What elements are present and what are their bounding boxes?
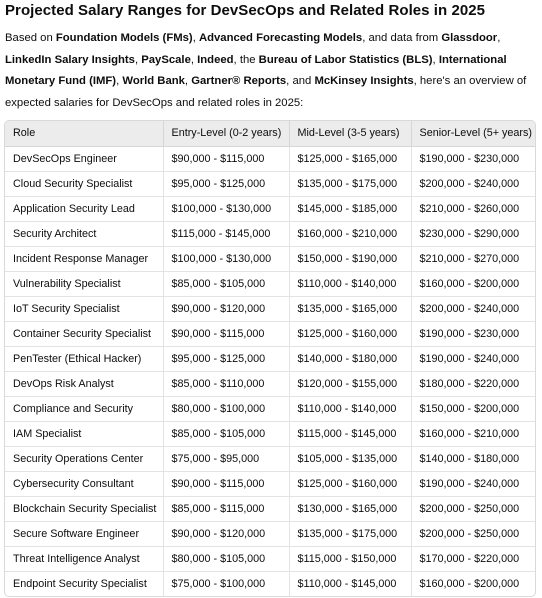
table-row (5, 496, 535, 521)
cell-mid-level: $145,000 - $185,000 (289, 196, 411, 221)
table-row (5, 171, 535, 196)
cell-senior-level: $190,000 - $240,000 (411, 346, 535, 371)
salary-table (5, 121, 535, 596)
cell-senior-level: $230,000 - $290,000 (411, 221, 535, 246)
cell-senior-level: $140,000 - $180,000 (411, 446, 535, 471)
cell-mid-level: $110,000 - $140,000 (289, 271, 411, 296)
intro-source-imf: International Monetary Fund (IMF) (5, 53, 507, 88)
cell-role: Security Operations Center (5, 446, 163, 471)
cell-mid-level: $150,000 - $190,000 (289, 246, 411, 271)
cell-senior-level: $190,000 - $230,000 (411, 321, 535, 346)
intro-text: , (116, 75, 123, 88)
cell-role: Incident Response Manager (5, 246, 163, 271)
cell-role: Secure Software Engineer (5, 521, 163, 546)
intro-source-bls: Bureau of Labor Statistics (BLS) (258, 53, 433, 66)
header-entry-level: Entry-Level (0-2 years) (163, 121, 289, 147)
intro-source-gartner: Gartner® Reports (191, 75, 287, 88)
cell-mid-level: $135,000 - $165,000 (289, 296, 411, 321)
intro-source-glassdoor: Glassdoor (441, 32, 498, 44)
intro-source-payscale: PayScale (141, 53, 191, 66)
intro-text: , and (286, 75, 315, 88)
cell-senior-level: $210,000 - $260,000 (411, 196, 535, 221)
cell-senior-level: $200,000 - $250,000 (411, 496, 535, 521)
cell-entry-level: $85,000 - $105,000 (163, 421, 289, 446)
cell-entry-level: $90,000 - $115,000 (163, 146, 289, 171)
cell-role: DevSecOps Engineer (5, 146, 163, 171)
cell-entry-level: $85,000 - $105,000 (163, 271, 289, 296)
cell-entry-level: $90,000 - $115,000 (163, 471, 289, 496)
cell-mid-level: $135,000 - $175,000 (289, 171, 411, 196)
cell-role: Security Architect (5, 221, 163, 246)
table-row (5, 546, 535, 571)
table-row (5, 296, 535, 321)
cell-mid-level: $130,000 - $165,000 (289, 496, 411, 521)
salary-table-header (5, 121, 535, 147)
table-row (5, 146, 535, 171)
cell-entry-level: $85,000 - $110,000 (163, 371, 289, 396)
intro-paragraph (5, 28, 538, 115)
cell-role: DevOps Risk Analyst (5, 371, 163, 396)
table-row (5, 521, 535, 546)
intro-text: , (184, 75, 192, 88)
cell-role: Container Security Specialist (5, 321, 163, 346)
cell-role: Endpoint Security Specialist (5, 571, 163, 596)
cell-senior-level: $190,000 - $230,000 (411, 146, 535, 171)
cell-role: IAM Specialist (5, 421, 163, 446)
cell-mid-level: $125,000 - $165,000 (289, 146, 411, 171)
intro-text: , (134, 53, 142, 66)
cell-role: Vulnerability Specialist (5, 271, 163, 296)
cell-role: PenTester (Ethical Hacker) (5, 346, 163, 371)
intro-text: , and data from (362, 32, 442, 44)
cell-senior-level: $150,000 - $200,000 (411, 396, 535, 421)
cell-entry-level: $85,000 - $115,000 (163, 496, 289, 521)
intro-text: , the (233, 53, 259, 66)
cell-entry-level: $90,000 - $120,000 (163, 521, 289, 546)
intro-source-forecasting: Advanced Forecasting Models (198, 32, 363, 44)
header-senior-level: Senior-Level (5+ years) (411, 121, 535, 147)
table-row (5, 421, 535, 446)
cell-mid-level: $125,000 - $160,000 (289, 321, 411, 346)
cell-mid-level: $140,000 - $180,000 (289, 346, 411, 371)
salary-table-body (5, 146, 535, 596)
cell-entry-level: $90,000 - $120,000 (163, 296, 289, 321)
table-row (5, 571, 535, 596)
cell-entry-level: $95,000 - $125,000 (163, 171, 289, 196)
cell-senior-level: $190,000 - $240,000 (411, 471, 535, 496)
table-row (5, 446, 535, 471)
cell-entry-level: $80,000 - $100,000 (163, 396, 289, 421)
intro-source-mckinsey: McKinsey Insights (314, 75, 414, 88)
cell-entry-level: $115,000 - $145,000 (163, 221, 289, 246)
intro-text: , (190, 53, 198, 66)
cell-role: Cloud Security Specialist (5, 171, 163, 196)
cell-senior-level: $200,000 - $250,000 (411, 521, 535, 546)
table-row (5, 246, 535, 271)
cell-senior-level: $200,000 - $240,000 (411, 171, 535, 196)
cell-mid-level: $115,000 - $150,000 (289, 546, 411, 571)
cell-senior-level: $160,000 - $200,000 (411, 271, 535, 296)
cell-mid-level: $160,000 - $210,000 (289, 221, 411, 246)
header-role: Role (5, 121, 163, 147)
intro-text: , (432, 53, 439, 66)
intro-source-linkedin: LinkedIn Salary Insights (5, 53, 135, 66)
intro-text: Based on (5, 32, 56, 44)
page-title: Projected Salary Ranges for DevSecOps and Related Roles in 2025 (5, 2, 486, 19)
cell-entry-level: $90,000 - $115,000 (163, 321, 289, 346)
cell-mid-level: $110,000 - $145,000 (289, 571, 411, 596)
table-row (5, 221, 535, 246)
table-row (5, 471, 535, 496)
header-mid-level: Mid-Level (3-5 years) (289, 121, 411, 147)
cell-entry-level: $75,000 - $100,000 (163, 571, 289, 596)
document-page (0, 1, 542, 598)
cell-senior-level: $160,000 - $210,000 (411, 421, 535, 446)
table-row (5, 371, 535, 396)
intro-text: , (497, 32, 501, 44)
cell-senior-level: $170,000 - $220,000 (411, 546, 535, 571)
table-row (5, 271, 535, 296)
intro-source-fms: Foundation Models (FMs) (55, 32, 193, 44)
header-row (5, 121, 535, 147)
cell-entry-level: $95,000 - $125,000 (163, 346, 289, 371)
cell-role: IoT Security Specialist (5, 296, 163, 321)
cell-entry-level: $80,000 - $105,000 (163, 546, 289, 571)
intro-text: , here's an overview of expected salaries for DevSecOps and related roles in 2025: (5, 75, 527, 110)
table-row (5, 346, 535, 371)
cell-mid-level: $135,000 - $175,000 (289, 521, 411, 546)
cell-mid-level: $125,000 - $160,000 (289, 471, 411, 496)
cell-role: Compliance and Security (5, 396, 163, 421)
cell-entry-level: $75,000 - $95,000 (163, 446, 289, 471)
table-row (5, 321, 535, 346)
cell-role: Blockchain Security Specialist (5, 496, 163, 521)
cell-senior-level: $180,000 - $220,000 (411, 371, 535, 396)
cell-mid-level: $105,000 - $135,000 (289, 446, 411, 471)
cell-senior-level: $210,000 - $270,000 (411, 246, 535, 271)
cell-mid-level: $110,000 - $140,000 (289, 396, 411, 421)
table-row (5, 396, 535, 421)
intro-source-world-bank: World Bank (122, 75, 185, 88)
cell-senior-level: $200,000 - $240,000 (411, 296, 535, 321)
cell-role: Cybersecurity Consultant (5, 471, 163, 496)
intro-text: , (192, 32, 199, 44)
table-row (5, 196, 535, 221)
intro-source-indeed: Indeed (197, 53, 234, 66)
cell-entry-level: $100,000 - $130,000 (163, 246, 289, 271)
cell-entry-level: $100,000 - $130,000 (163, 196, 289, 221)
salary-table-container (4, 120, 536, 597)
cell-role: Threat Intelligence Analyst (5, 546, 163, 571)
cell-mid-level: $115,000 - $145,000 (289, 421, 411, 446)
cell-mid-level: $120,000 - $155,000 (289, 371, 411, 396)
cell-senior-level: $160,000 - $200,000 (419, 577, 520, 590)
cell-role: Application Security Lead (5, 196, 163, 221)
